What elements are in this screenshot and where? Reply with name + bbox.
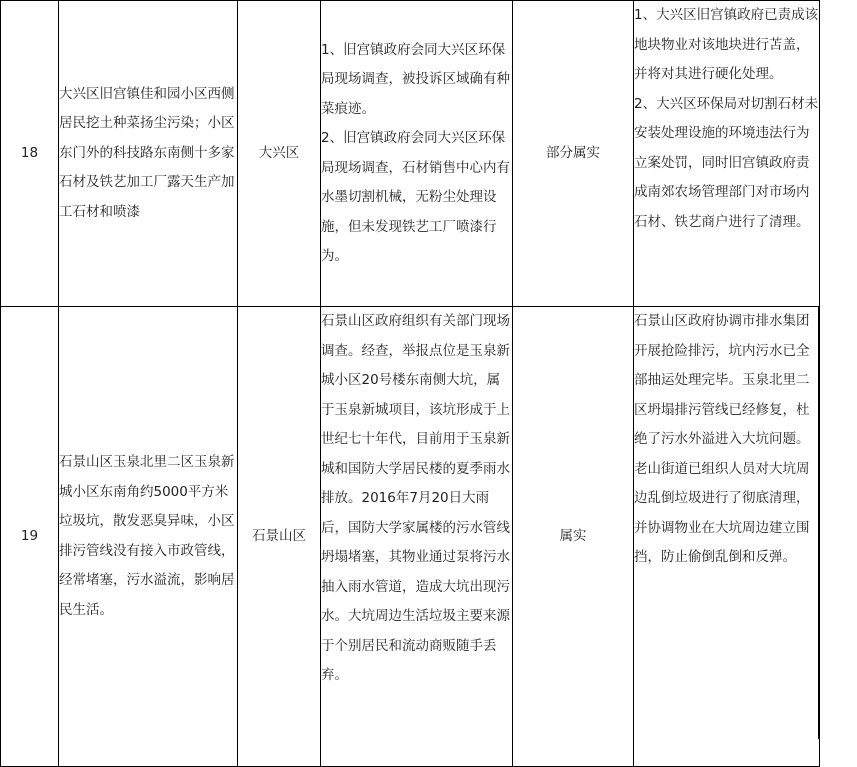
investigation-paragraph: 2、旧宫镇政府会同大兴区环保局现场调查，石材销售中心内有水墨切割机械，无粉尘处理设施，但未发现铁艺工厂喷漆行为。 [321,130,510,264]
investigation-paragraph: 石景山区政府组织有关部门现场调查。经查，举报点位是玉泉新城小区20号楼东南侧大坑，属于玉泉新城项目，该坑形成于上世纪七十年代，目前用于玉泉新城和国防大学居民楼的夏季雨水排放。2016年7月20日大雨后，国防大学家属楼的污水管线坍塌堵塞，其物业通过泵将污水抽入雨水管道，造成大坑出现污水。大坑周边生活垃圾主要来源于个别居民和流动商贩随手丢弃。 [321,313,510,683]
verdict-cell: 属实 [513,307,634,767]
complaint-content: 大兴区旧宫镇佳和园小区西侧居民挖土种菜扬尘污染；小区东门外的科技路东南侧十多家石材及铁艺加工厂露天生产加工石材和喷漆 [59,1,238,307]
investigation-cell [321,307,513,767]
investigation-cell [321,1,513,307]
table-row [1,307,820,767]
result-paragraph: 石景山区政府协调市排水集团开展抢险排污，坑内污水已全部抽运处理完毕。玉泉北里二区坍塌排污管线已经修复，杜绝了污水外溢进入大坑问题。老山街道已组织人员对大坑周边乱倒垃圾进行了彻底清理，并协调物业在大坑周边建立围挡，防止偷倒乱倒和反弹。 [634,313,810,565]
table-right-border [818,306,819,739]
complaint-content: 石景山区玉泉北里二区玉泉新城小区东南角约5000平方米垃圾坑，散发恶臭异味，小区排污管线没有接入市政管线，经常堵塞，污水溢流，影响居民生活。 [59,307,238,767]
row-number: 19 [1,307,59,767]
result-paragraph: 1、大兴区旧宫镇政府已责成该地块物业对该地块进行苫盖，并将对其进行硬化处理。 [634,7,819,82]
table-row [1,1,820,307]
result-cell [634,1,820,307]
district-cell: 石景山区 [238,307,321,767]
result-cell [634,307,820,767]
row-number: 18 [1,1,59,307]
result-paragraph: 2、大兴区环保局对切割石材未安装处理设施的环境违法行为立案处罚，同时旧宫镇政府责成南郊农场管理部门对市场内石材、铁艺商户进行了清理。 [634,95,819,230]
verdict-cell: 部分属实 [513,1,634,307]
investigation-paragraph: 1、旧宫镇政府会同大兴区环保局现场调查，被投诉区域确有种菜痕迹。 [321,41,510,117]
district-cell: 大兴区 [238,1,321,307]
